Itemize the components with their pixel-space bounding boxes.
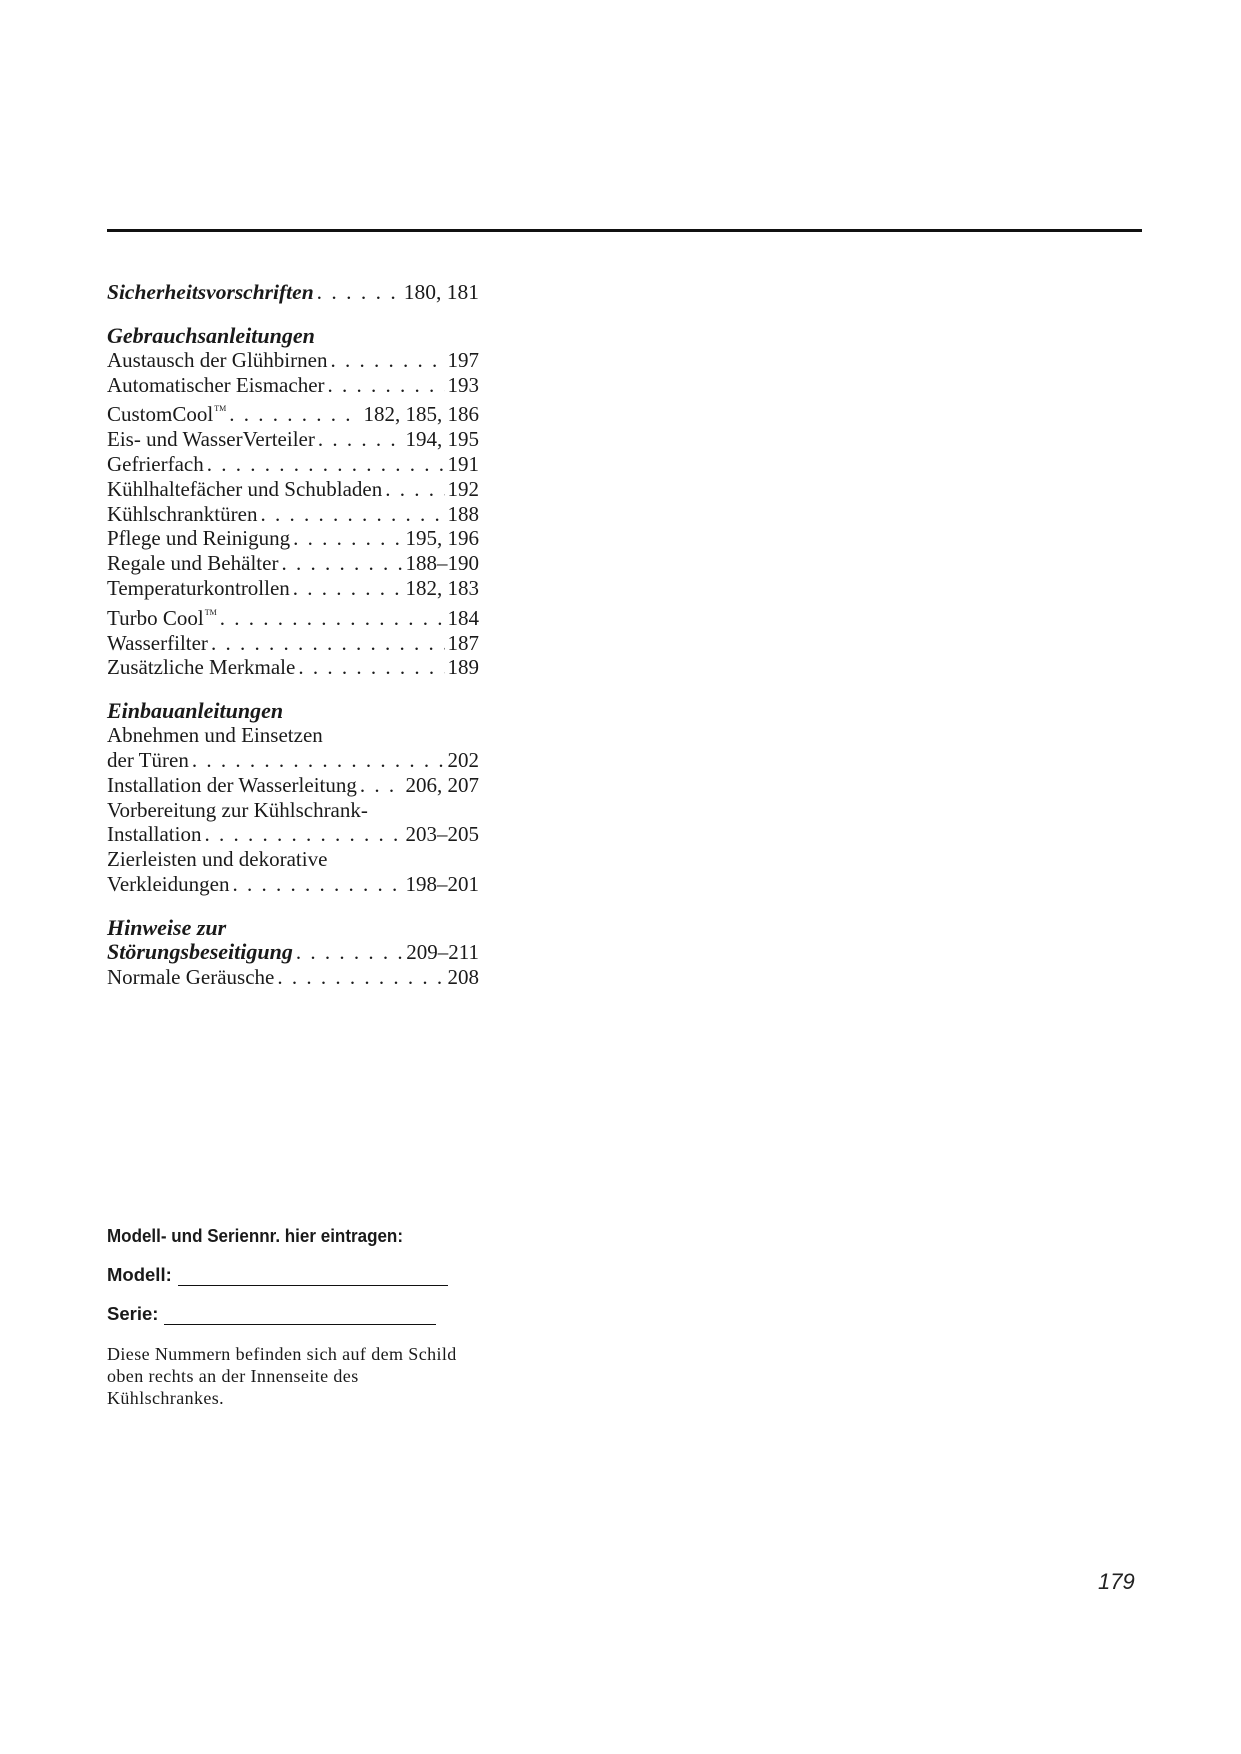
toc-entry-line1: Vorbereitung zur Kühlschrank- (107, 797, 368, 822)
dot-leader (204, 822, 402, 847)
toc-entry-label: Automatischer Eismacher (107, 372, 325, 397)
toc-entry-pages: 208 (447, 964, 479, 989)
toc-entry[interactable] (107, 872, 479, 897)
toc-entry-label-text: Turbo Cool (107, 605, 204, 630)
toc-entry[interactable] (107, 477, 479, 502)
dot-leader (385, 477, 444, 502)
toc-entry[interactable] (107, 655, 479, 680)
toc-entry[interactable] (107, 348, 479, 373)
toc-entry-label: Pflege und Reinigung (107, 526, 291, 551)
toc-entry-pages: 198–201 (405, 871, 479, 896)
toc-entry-pages: 195, 196 (405, 526, 479, 551)
toc-entry-pages: 206, 207 (405, 772, 479, 797)
toc-entry-pages: 209–211 (406, 939, 479, 964)
toc-entry-pages: 191 (447, 451, 479, 476)
toc-entry-label: Temperaturkontrollen (107, 575, 290, 600)
model-serial-heading: Modell- und Seriennr. hier eintragen: (107, 1225, 404, 1246)
toc-entry-label: Gefrierfach (107, 451, 204, 476)
toc-entry-pages: 202 (447, 747, 479, 772)
toc-entry-label (107, 397, 226, 427)
dot-leader (293, 526, 402, 551)
trademark-mark: TM (214, 404, 227, 414)
troubleshooting-list (107, 940, 479, 990)
dot-leader (260, 502, 444, 527)
trademark-mark: TM (204, 607, 217, 617)
installation-list (107, 723, 479, 897)
toc-entry-label: der Türen (107, 747, 189, 772)
model-write-line[interactable] (178, 1267, 448, 1286)
toc-entry-pages: 188–190 (405, 551, 479, 576)
section-heading-operating: Gebrauchsanleitungen (107, 322, 315, 348)
toc-entry-pages: 192 (447, 476, 479, 501)
serial-label: Serie: (107, 1303, 159, 1324)
toc-entry-pages: 182, 185, 186 (363, 402, 479, 427)
top-rule (107, 229, 1142, 232)
toc-entry-label: Sicherheitsvorschriften (107, 280, 314, 304)
section-heading-installation: Einbauanleitungen (107, 698, 284, 724)
toc-entry-label: Kühlschranktüren (107, 501, 258, 526)
toc-entry-pages: 203–205 (405, 822, 479, 847)
model-serial-section (107, 1225, 527, 1409)
toc-entry-label: Austausch der Glühbirnen (107, 347, 328, 372)
dot-leader (232, 872, 402, 897)
toc-entry-pages: 188 (447, 501, 479, 526)
toc-entry-pages: 189 (447, 655, 479, 680)
toc-entry[interactable] (107, 373, 479, 398)
dot-leader (298, 655, 444, 680)
model-label: Modell: (107, 1264, 172, 1285)
toc-entry-pages: 182, 183 (405, 575, 479, 600)
dot-leader (296, 940, 403, 965)
dot-leader (293, 576, 403, 601)
toc-entry-line1: Zierleisten und dekorative (107, 847, 328, 872)
dot-leader (277, 965, 444, 990)
serial-write-line[interactable] (164, 1306, 436, 1325)
toc-entry-label: Normale Geräusche (107, 964, 275, 989)
toc-entry[interactable] (107, 452, 479, 477)
toc-entry-label: Eis- und WasserVerteiler (107, 427, 315, 452)
toc-entry-safety[interactable] (107, 280, 479, 305)
toc-entry[interactable] (107, 526, 479, 551)
model-field-row (107, 1264, 527, 1286)
dot-leader (318, 427, 403, 452)
toc-entry[interactable] (107, 576, 479, 601)
toc-entry-label: Zusätzliche Merkmale (107, 655, 296, 680)
dot-leader (360, 773, 403, 798)
section-heading-troubleshooting: Hinweise zur (107, 914, 227, 940)
operating-list (107, 348, 479, 680)
toc-entry-label: Störungsbeseitigung (107, 938, 293, 964)
toc-entry[interactable] (107, 748, 479, 773)
toc-entry-label: Installation der Wasserleitung (107, 772, 357, 797)
toc-entry-label (107, 601, 217, 631)
toc-entry[interactable] (107, 631, 479, 656)
table-of-contents (107, 280, 479, 989)
serial-location-note: Diese Nummern befinden sich auf dem Schild oben rechts an der Innenseite des Kühlschrankes. (107, 1344, 457, 1408)
toc-entry-pages: 180, 181 (403, 280, 479, 304)
toc-entry-pages: 194, 195 (405, 427, 479, 452)
toc-entry-label: Kühlhaltefächer und Schubladen (107, 476, 383, 501)
toc-entry-troubleshooting[interactable] (107, 940, 479, 965)
dot-leader (192, 748, 445, 773)
toc-entry[interactable] (107, 822, 479, 847)
toc-entry[interactable] (107, 551, 479, 576)
toc-entry-label-text: CustomCool (107, 402, 214, 427)
toc-entry-pages: 187 (447, 630, 479, 655)
toc-entry-label: Wasserfilter (107, 630, 208, 655)
serial-field-row (107, 1303, 527, 1325)
dot-leader (211, 631, 445, 656)
dot-leader (281, 551, 402, 576)
dot-leader (330, 348, 444, 373)
toc-entry-pages: 184 (447, 605, 479, 630)
toc-entry[interactable] (107, 502, 479, 527)
toc-entry[interactable] (107, 427, 479, 452)
toc-entry-pages: 193 (447, 372, 479, 397)
dot-leader (317, 280, 401, 305)
toc-entry[interactable] (107, 773, 479, 798)
dot-leader (220, 606, 445, 631)
toc-entry-line1: Abnehmen und Einsetzen (107, 723, 323, 748)
toc-entry-pages: 197 (447, 347, 479, 372)
dot-leader (207, 452, 445, 477)
toc-entry-label: Installation (107, 822, 202, 847)
toc-entry[interactable] (107, 601, 479, 631)
toc-entry[interactable] (107, 965, 479, 990)
toc-entry-label: Regale und Behälter (107, 551, 279, 576)
toc-entry-label: Verkleidungen (107, 871, 230, 896)
dot-leader (328, 373, 445, 398)
dot-leader (229, 402, 360, 427)
toc-entry[interactable] (107, 397, 479, 427)
page-number: 179 (1098, 1569, 1135, 1594)
